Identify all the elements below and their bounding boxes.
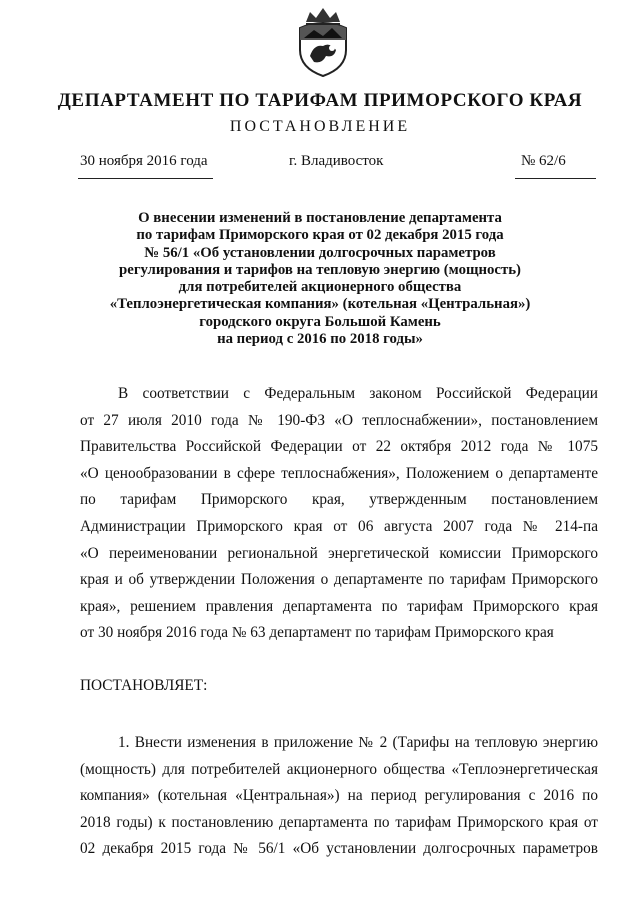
preamble-paragraph — [80, 381, 598, 647]
preamble-line: края и об утверждении Положения о департаменте по тарифам Приморского — [80, 571, 598, 589]
document-city: г. Владивосток — [289, 153, 384, 169]
subject-line: городского округа Большой Камень — [199, 313, 441, 330]
preamble-line: «О ценообразовании в сфере теплоснабжения», Положением о департаменте — [80, 464, 598, 482]
coat-of-arms-emblem — [296, 6, 350, 78]
preamble-line: края», решением правления департамента по тарифам Приморского края — [80, 597, 598, 615]
preamble-line: В соответствии с Федеральным законом Российской Федерации — [118, 385, 598, 402]
document-type: ПОСТАНОВЛЕНИЕ — [229, 118, 411, 135]
preamble-line: от 27 июля 2010 года № 190-ФЗ «О теплоснабжении», постановлением — [80, 411, 598, 429]
department-title: ДЕПАРТАМЕНТ ПО ТАРИФАМ ПРИМОРСКОГО КРАЯ — [57, 90, 583, 111]
item-line: 2018 годы) к постановлению департамента по тарифам Приморского края от — [80, 813, 598, 831]
preamble-line: Администрации Приморского края от 06 августа 2007 года № 214-па — [80, 517, 598, 535]
item-line: (мощность) для потребителей акционерного общества «Теплоэнергетическая — [80, 760, 598, 778]
subject-line: для потребителей акционерного общества — [178, 279, 462, 296]
preamble-line: по тарифам Приморского края, утвержденным постановлением — [80, 491, 598, 509]
document-subject — [60, 210, 580, 348]
subject-line: «Теплоэнергетическая компания» (котельная «Центральная») — [109, 296, 531, 313]
subject-line: № 56/1 «Об установлении долгосрочных параметров — [144, 244, 496, 261]
item-line: 1. Внести изменения в приложение № 2 (Тарифы на тепловую энергию — [118, 734, 598, 751]
subject-line: регулирования и тарифов на тепловую энергию (мощность) — [119, 261, 521, 278]
item-line: компания» (котельная «Центральная») на период регулирования с 2016 по — [80, 787, 598, 805]
document-number: № 62/6 — [521, 153, 566, 169]
subject-line: О внесении изменений в постановление департамента — [138, 210, 502, 226]
decree-word: ПОСТАНОВЛЯЕТ: — [80, 677, 208, 694]
item-1-paragraph — [80, 730, 598, 863]
preamble-line: «О переименовании региональной энергетической комиссии Приморского — [80, 544, 598, 562]
subject-line: на период с 2016 по 2018 годы» — [217, 331, 423, 348]
date-underline — [78, 178, 213, 179]
preamble-line: Правительства Российской Федерации от 22 октября 2012 года № 1075 — [80, 438, 598, 456]
subject-line: по тарифам Приморского края от 02 декабря 2015 года — [136, 227, 504, 244]
preamble-line: от 30 ноября 2016 года № 63 департамент по тарифам Приморского края — [80, 624, 554, 642]
number-underline — [515, 178, 596, 179]
item-line: 02 декабря 2015 года № 56/1 «Об установлении долгосрочных параметров — [80, 840, 598, 858]
document-date: 30 ноября 2016 года — [80, 153, 208, 169]
